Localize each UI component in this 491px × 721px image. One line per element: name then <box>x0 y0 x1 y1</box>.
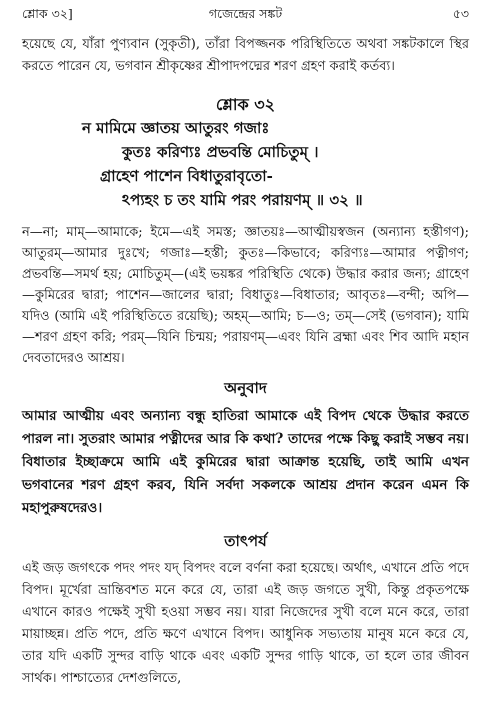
header-chapter-title: গজেন্দ্রের সঙ্কট <box>208 6 283 21</box>
page-number: ৫৩ <box>452 6 469 21</box>
verse-label: শ্লোক ৩২ <box>215 95 276 114</box>
translation-heading: অনুবাদ <box>224 379 267 397</box>
purport-heading: তাৎপর্য <box>224 532 267 550</box>
verse-line-2: কুতঃ করিণ্যঃ প্রভবন্তি মোচিতুম্ । <box>122 143 319 161</box>
verse-line-4: ঽপ্যহং চ তং যামি পরং পরায়ণম্ ॥ ৩২ ॥ <box>122 191 363 209</box>
verse-line-3: গ্রাহেণ পাশেন বিধাতুরাবৃতো- <box>100 167 273 185</box>
word-synonyms: ন—না; মাম্—আমাকে; ইমে—এই সমস্ত; জ্ঞাতয়ঃ—আত্মীয়স্বজন (অন্যান্য হস্তীগণ); আতুরম্—আমার দুঃখে; গজাঃ—হস্তী; কুতঃ—কিভাবে; করিণ্যঃ—আমার পত্নীগণ; প্রভবন্তি—সমর্থ হয়; মোচিতুম্—(এই ভয়ঙ্কর পরিস্থিতি থেকে) উদ্ধার করার জন্য; গ্রাহেণ—কুমিরের দ্বারা; পাশেন—জালের দ্বারা; বিধাতুঃ—বিধাতার; আবৃতঃ—বন্দী; অপি—যদিও (আমি এই পরিস্থিতিতে রয়েছি); অহম্—আমি; চ—ও; তম্—সেই (ভগবান); যামি—শরণ গ্রহণ করি; পরম্—যিনি চিন্ময়; পরায়ণম্—এবং যিনি ব্রহ্মা এবং শিব আদি মহান দেবতাদেরও আশ্রয়। <box>22 225 469 366</box>
header-verse-ref: শ্লোক ৩২] <box>22 6 73 21</box>
intro-paragraph: হয়েছে যে, যাঁরা পুণ্যবান (সুকৃতী), তাঁরা বিপজ্জনক পরিস্থিতিতে অথবা সঙ্কটকালে স্থির করতে পারেন যে, ভগবান শ্রীকৃষ্ণের শ্রীপাদপদ্মের শরণ গ্রহণ করাই কর্তব্য। <box>22 37 469 74</box>
translation-text: আমার আত্মীয় এবং অন্যান্য বন্ধু হাতিরা আমাকে এই বিপদ থেকে উদ্ধার করতে পারল না। সুতরাং আমার পত্নীদের আর কি কথা? তাদের পক্ষে কিছু করাই সম্ভব নয়। বিধাতার ইচ্ছাক্রমে আমি এই কুমিরের দ্বারা আক্রান্ত হয়েছি, তাই আমি এখন ভগবানের শরণ গ্রহণ করব, যিনি সর্বদা সকলকে আশ্রয় প্রদান করেন এমন কি মহাপুরুষদেরও। <box>22 408 469 516</box>
running-header <box>22 6 469 26</box>
verse-line-1: ন মামিমে জ্ঞাতয় আতুরং গজাঃ <box>82 119 270 137</box>
purport-text: এই জড় জগৎকে পদং পদং যদ্ বিপদং বলে বর্ণনা করা হয়েছে। অর্থাৎ, এখানে প্রতি পদে বিপদ। মূর্খেরা ভ্রান্তিবশত মনে করে যে, তারা এই জড় জগতে সুখী, কিন্তু প্রকৃতপক্ষে এখানে কারও পক্ষেই সুখী হওয়া সম্ভব নয়। যারা নিজেদের সুখী বলে মনে করে, তারা মায়াচ্ছন্ন। প্রতি পদে, প্রতি ক্ষণে এখানে বিপদ। আধুনিক সভ্যতায় মানুষ মনে করে যে, তার যদি একটি সুন্দর বাড়ি থাকে এবং একটি সুন্দর গাড়ি থাকে, তা হলে তার জীবন সার্থক। পাশ্চাত্যের দেশগুলিতে, <box>22 561 469 686</box>
